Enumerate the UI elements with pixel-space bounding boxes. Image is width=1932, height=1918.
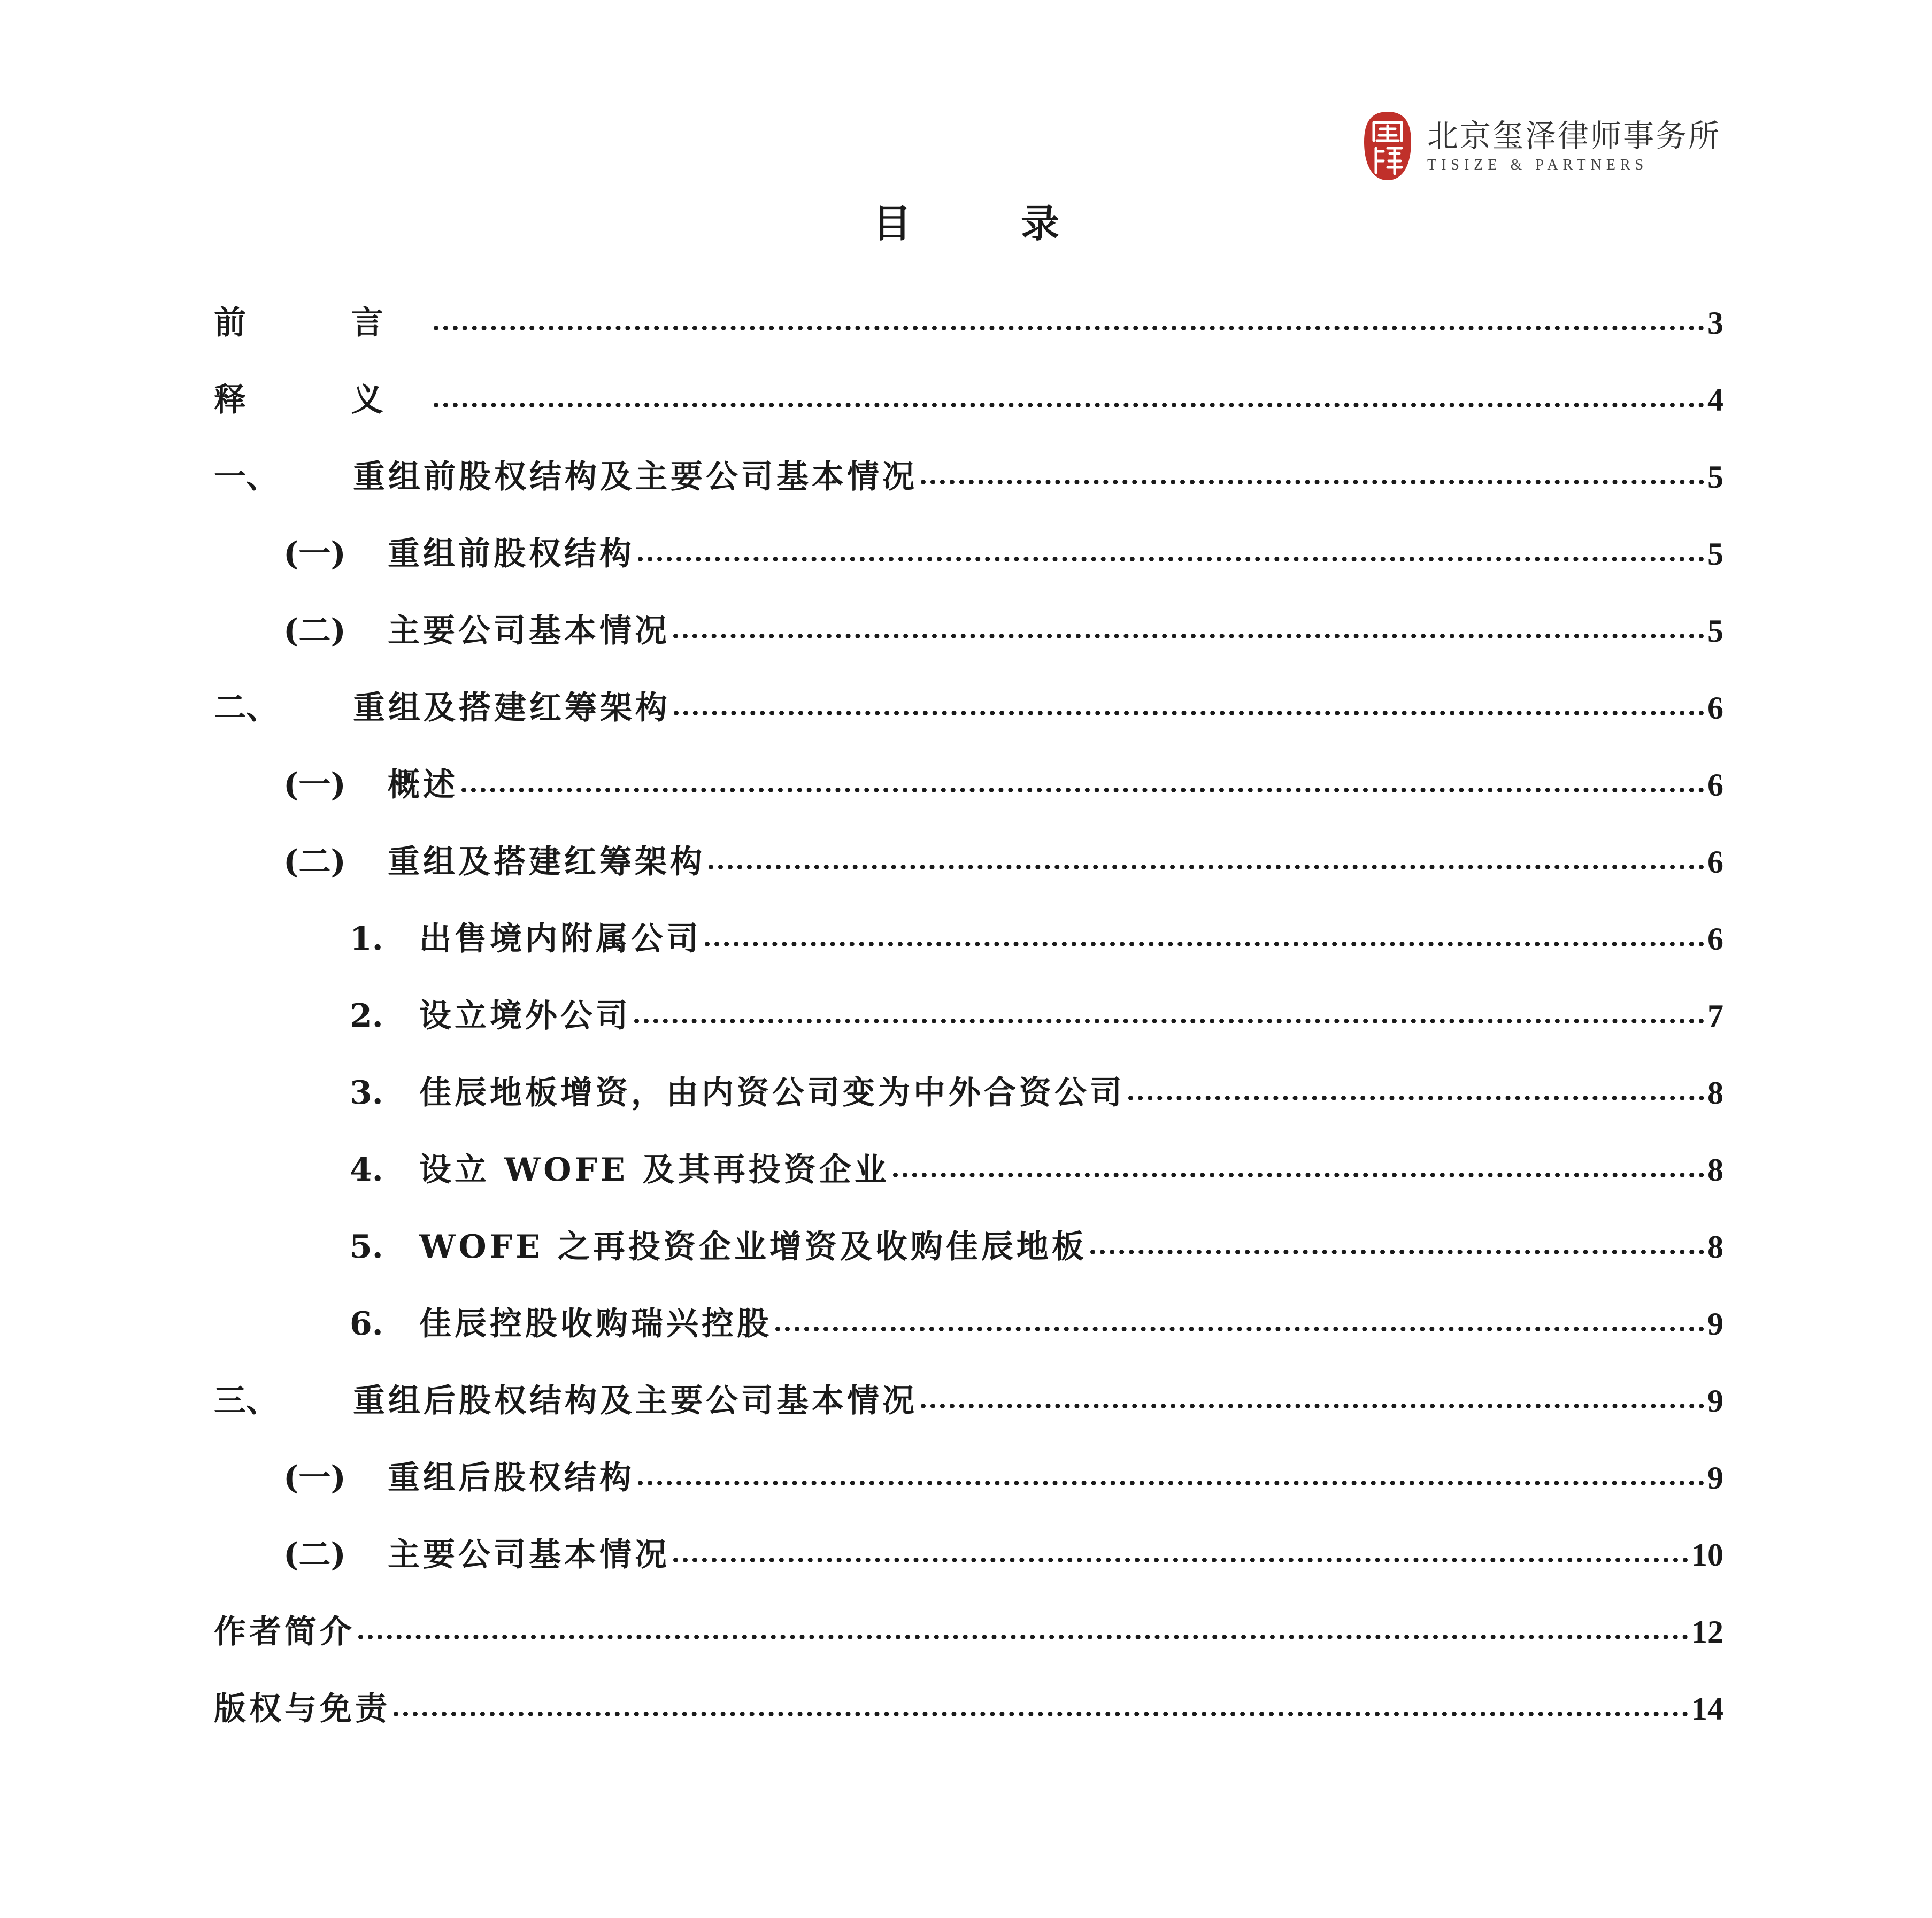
toc-entry-number: (二) — [283, 843, 346, 881]
toc-entry-section-1-1[interactable] — [214, 515, 1723, 592]
toc-entry-section-3[interactable] — [214, 1362, 1723, 1439]
toc-leader-dots — [674, 711, 1704, 715]
toc-entry-number: 4. — [350, 1151, 383, 1189]
toc-page-number: 9 — [1707, 1383, 1723, 1419]
toc-leader-dots — [638, 1481, 1704, 1485]
toc-page-number: 12 — [1691, 1614, 1723, 1650]
toc-entry-section-2-2[interactable] — [214, 823, 1723, 900]
toc-entry-section-3-2[interactable] — [214, 1516, 1723, 1593]
toc-leader-dots — [461, 788, 1704, 792]
toc-entry-number: 2. — [350, 997, 383, 1035]
toc-page-number: 14 — [1691, 1691, 1723, 1727]
toc-leader-dots — [394, 1712, 1688, 1716]
toc-entry-number: (一) — [283, 1459, 346, 1497]
toc-leader-dots — [434, 326, 1704, 330]
table-of-contents — [214, 284, 1723, 1747]
toc-leader-dots — [709, 865, 1704, 869]
toc-entry-number: 一、 — [214, 458, 278, 496]
firm-name-cn: 北京玺泽律师事务所 — [1427, 117, 1721, 154]
toc-entry-section-2-2-6[interactable] — [214, 1285, 1723, 1362]
toc-entry-number: 5. — [350, 1228, 383, 1266]
toc-entry-label: 重组后股权结构 — [388, 1459, 635, 1497]
toc-entry-label: 释 义 — [214, 381, 430, 419]
toc-leader-dots — [775, 1327, 1704, 1331]
toc-entry-section-1-2[interactable] — [214, 592, 1723, 669]
toc-leader-dots — [1128, 1096, 1704, 1100]
toc-page-number: 6 — [1707, 690, 1723, 726]
toc-entry-number: (二) — [283, 612, 346, 650]
toc-page-number: 5 — [1707, 536, 1723, 572]
firm-name-en: TISIZE & PARTNERS — [1427, 156, 1649, 173]
toc-leader-dots — [638, 557, 1704, 561]
toc-page-number: 4 — [1707, 382, 1723, 418]
toc-entry-author-bio[interactable] — [214, 1593, 1723, 1670]
toc-page-number: 9 — [1707, 1460, 1723, 1496]
toc-entry-label: 概述 — [388, 766, 458, 804]
toc-entry-label: 设立 WOFE 及其再投资企业 — [419, 1151, 890, 1189]
toc-leader-dots — [893, 1173, 1704, 1177]
toc-leader-dots — [921, 1404, 1704, 1408]
toc-page-number: 8 — [1707, 1075, 1723, 1111]
toc-page-number: 6 — [1707, 844, 1723, 880]
toc-entry-section-2[interactable] — [214, 669, 1723, 746]
toc-entry-label: 出售境内附属公司 — [419, 920, 702, 958]
toc-leader-dots — [634, 1019, 1704, 1023]
toc-entry-number: 6. — [350, 1305, 383, 1343]
toc-leader-dots — [358, 1635, 1688, 1639]
toc-entry-label: 佳辰地板增资，由内资公司变为中外合资公司 — [419, 1074, 1125, 1112]
toc-entry-number: 三、 — [214, 1382, 278, 1420]
toc-entry-section-2-2-4[interactable] — [214, 1131, 1723, 1208]
toc-entry-number: (二) — [283, 1536, 346, 1574]
toc-page-number: 6 — [1707, 767, 1723, 803]
toc-entry-section-2-2-3[interactable] — [214, 1054, 1723, 1131]
toc-entry-label: WOFE 之再投资企业增资及收购佳辰地板 — [419, 1228, 1087, 1266]
toc-entry-number: 3. — [350, 1074, 383, 1112]
toc-page-number: 10 — [1691, 1537, 1723, 1573]
toc-leader-dots — [921, 480, 1704, 484]
toc-entry-preface[interactable] — [214, 284, 1723, 361]
toc-page-number: 7 — [1707, 998, 1723, 1034]
toc-entry-label: 佳辰控股收购瑞兴控股 — [419, 1305, 772, 1343]
toc-entry-section-2-2-1[interactable] — [214, 900, 1723, 977]
toc-entry-label: 重组前股权结构及主要公司基本情况 — [353, 458, 918, 496]
toc-entry-copyright[interactable] — [214, 1670, 1723, 1747]
toc-leader-dots — [1090, 1250, 1704, 1254]
toc-leader-dots — [673, 1558, 1688, 1562]
toc-page-number: 6 — [1707, 921, 1723, 957]
toc-entry-number: 1. — [350, 920, 383, 958]
toc-entry-label: 重组及搭建红筹架构 — [353, 689, 671, 727]
toc-entry-number: (一) — [283, 766, 346, 804]
toc-page-number: 8 — [1707, 1152, 1723, 1188]
toc-leader-dots — [705, 942, 1704, 946]
toc-entry-label: 重组及搭建红筹架构 — [388, 843, 705, 881]
toc-entry-section-3-1[interactable] — [214, 1439, 1723, 1516]
toc-page-number: 5 — [1707, 613, 1723, 649]
toc-entry-label: 主要公司基本情况 — [388, 612, 670, 650]
toc-entry-label: 重组前股权结构 — [388, 535, 635, 573]
toc-entry-section-2-2-5[interactable] — [214, 1208, 1723, 1285]
toc-title: 目 录 — [872, 201, 1108, 246]
toc-entry-label: 重组后股权结构及主要公司基本情况 — [353, 1382, 918, 1420]
toc-entry-definitions[interactable] — [214, 361, 1723, 438]
toc-entry-label: 作者简介 — [214, 1613, 355, 1651]
toc-page-number: 8 — [1707, 1229, 1723, 1265]
toc-entry-number: (一) — [283, 535, 346, 573]
toc-page-number: 3 — [1707, 305, 1723, 341]
toc-leader-dots — [434, 403, 1704, 407]
toc-entry-section-2-1[interactable] — [214, 746, 1723, 823]
firm-logo — [1362, 110, 1721, 182]
toc-page-number: 9 — [1707, 1306, 1723, 1342]
toc-leader-dots — [673, 634, 1704, 638]
toc-entry-section-1[interactable] — [214, 438, 1723, 515]
toc-entry-label: 前 言 — [214, 304, 430, 342]
toc-entry-number: 二、 — [214, 689, 278, 727]
seal-logo-icon — [1362, 110, 1413, 182]
toc-entry-label: 设立境外公司 — [419, 997, 631, 1035]
toc-page-number: 5 — [1707, 459, 1723, 495]
toc-entry-label: 版权与免责 — [214, 1690, 390, 1728]
toc-entry-label: 主要公司基本情况 — [388, 1536, 670, 1574]
toc-entry-section-2-2-2[interactable] — [214, 977, 1723, 1054]
